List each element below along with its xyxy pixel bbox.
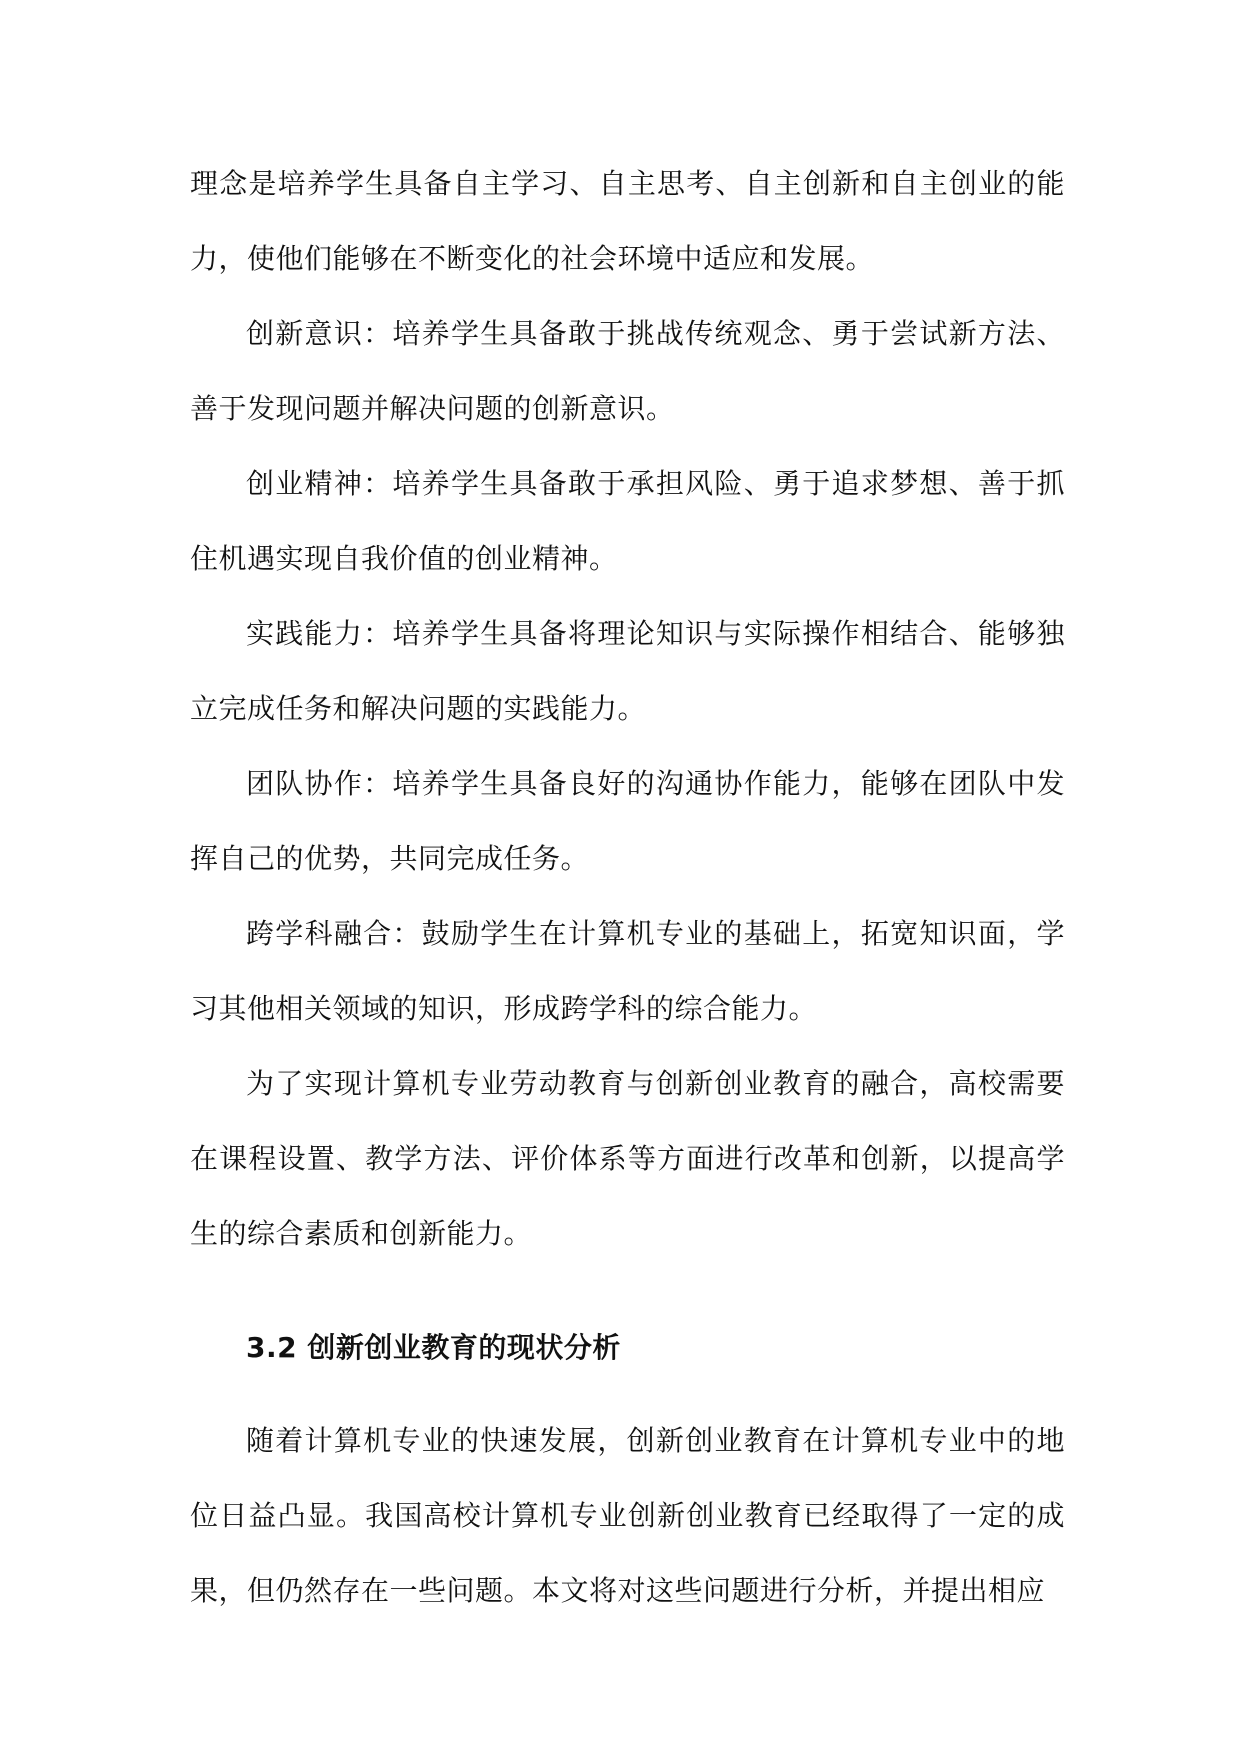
paragraph-6: 跨学科融合：鼓励学生在计算机专业的基础上，拓宽知识面，学习其他相关领域的知识，形成跨学科的综合能力。 (190, 917, 1065, 1025)
paragraph-4: 实践能力：培养学生具备将理论知识与实际操作相结合、能够独立完成任务和解决问题的实践能力。 (190, 617, 1065, 725)
paragraph-5: 团队协作：培养学生具备良好的沟通协作能力，能够在团队中发挥自己的优势，共同完成任务。 (190, 767, 1065, 875)
section-heading: 3.2 创新创业教育的现状分析 (246, 1331, 621, 1364)
paragraph-2: 创新意识：培养学生具备敢于挑战传统观念、勇于尝试新方法、善于发现问题并解决问题的创新意识。 (190, 317, 1065, 425)
document-body (190, 146, 1065, 1628)
paragraph-1: 理念是培养学生具备自主学习、自主思考、自主创新和自主创业的能力，使他们能够在不断变化的社会环境中适应和发展。 (190, 167, 1065, 275)
paragraph-7: 为了实现计算机专业劳动教育与创新创业教育的融合，高校需要在课程设置、教学方法、评价体系等方面进行改革和创新，以提高学生的综合素质和创新能力。 (190, 1067, 1065, 1250)
paragraph-3: 创业精神：培养学生具备敢于承担风险、勇于追求梦想、善于抓住机遇实现自我价值的创业精神。 (190, 467, 1065, 575)
paragraph-8: 随着计算机专业的快速发展，创新创业教育在计算机专业中的地位日益凸显。我国高校计算机专业创新创业教育已经取得了一定的成果，但仍然存在一些问题。本文将对这些问题进行分析，并提出相应 (190, 1424, 1065, 1607)
